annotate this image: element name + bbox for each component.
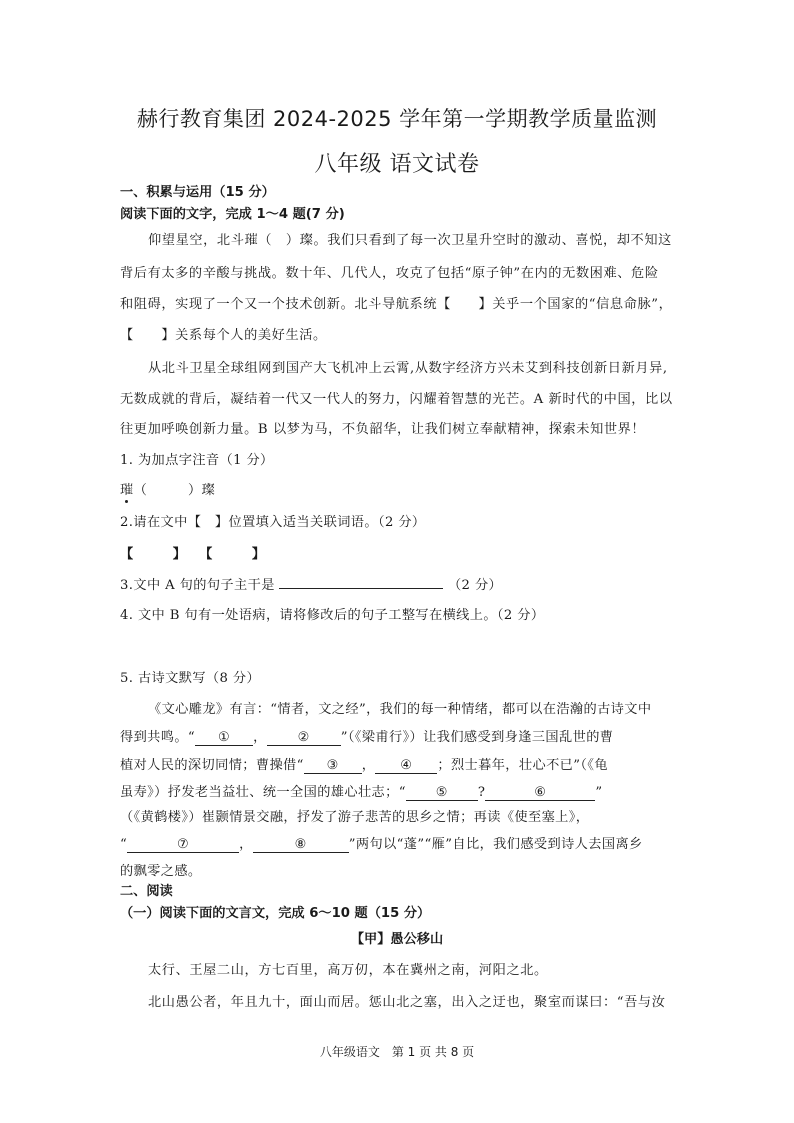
section1-heading: 一、积累与运用（15 分） (120, 185, 275, 200)
passage-line: 往更加呼唤创新力量。B 以梦为马，不负韶华，让我们树立奉献精神，探索未知世界！ (120, 422, 646, 437)
q5-fragment: 虽寿》）抒发老当益壮、统一全国的雄心壮志；“ (120, 785, 406, 800)
q5-text-line (120, 833, 643, 853)
fill-blank-5[interactable]: ⑤ (406, 785, 478, 801)
passage-line: 仰望星空，北斗璀（ ）璨。我们只看到了每一次卫星升空时的激动、喜悦，却不知这 (148, 233, 672, 248)
answer-blank[interactable]: （ ）璨 (133, 483, 216, 498)
passage-line: 无数成就的背后，凝结着一代又一代人的努力，闪耀着智慧的光芒。A 新时代的中国，比以 (120, 392, 673, 407)
article-title: 【甲】愚公移山 (350, 932, 444, 947)
exam-title: 赫行教育集团 2024-2025 学年第一学期教学质量监测 (136, 107, 658, 131)
passage-line: 从北斗卫星全球组网到国产大飞机冲上云霄,从数字经济方兴未艾到科技创新日新月异, (148, 361, 668, 376)
question-3 (120, 573, 502, 593)
fill-blank-4[interactable]: ④ (375, 758, 437, 774)
q5-text-line (120, 781, 603, 801)
q5-fragment: ， (239, 837, 253, 852)
passage-line: 背后有太多的辛酸与挑战。数十年、几代人，攻克了包括“原子钟”在内的无数困难、危险 (120, 266, 659, 281)
fill-blank-2[interactable]: ② (267, 730, 341, 746)
q5-fragment: 得到共鸣。“ (120, 730, 196, 745)
fill-blank-6[interactable]: ⑥ (485, 785, 595, 801)
q5-fragment: 植对人民的深切同情；曹操借“ (120, 758, 304, 773)
article-line: 北山愚公者，年且九十，面山而居。惩山北之塞，出入之迂也，聚室而谋曰：“吾与汝 (148, 995, 666, 1010)
question-4: 4. 文中 B 句有一处语病，请将修改后的句子工整写在横线上。（2 分） (120, 608, 545, 623)
q5-fragment: ， (253, 730, 267, 745)
question-1-answer (120, 479, 215, 498)
section2-subheading: （一）阅读下面的文言文，完成 6～10 题（15 分） (120, 906, 431, 921)
q5-text-line: 《文心雕龙》有言：“情者，文之经”，我们的每一种情绪，都可以在浩瀚的古诗文中 (148, 702, 652, 717)
q5-text-line: 的飘零之感。 (120, 864, 202, 879)
q5-text-line: （《黄鹤楼》）崔颢情景交融，抒发了游子悲苦的思乡之情；再读《使至塞上》， (120, 810, 590, 825)
answer-line[interactable] (279, 573, 443, 589)
q5-fragment: “ (120, 837, 128, 852)
emphasized-char: 璀 (120, 479, 134, 498)
question-3-text: 3.文中 A 句的句子主干是 (120, 578, 275, 593)
question-1: 1. 为加点字注音（1 分） (120, 453, 274, 468)
q5-fragment: ”两句以“蓬”“雁”自比，我们感受到诗人去国离乡 (348, 837, 643, 852)
question-2: 2.请在文中【 】位置填入适当关联词语。（2 分） (120, 515, 426, 530)
fill-blank-1[interactable]: ① (195, 730, 253, 746)
passage-line: 【 】关系每个人的美好生活。 (120, 328, 327, 343)
fill-blank-8[interactable]: ⑧ (253, 837, 349, 853)
section2-heading: 二、阅读 (120, 884, 173, 899)
fill-blank-7[interactable]: ⑦ (127, 837, 239, 853)
passage-line: 和阻碍，实现了一个又一个技术创新。北斗导航系统【 】关乎一个国家的“信息命脉”， (120, 297, 673, 312)
q5-fragment: ；烈士暮年，壮心不已”（《龟 (437, 758, 608, 773)
q5-fragment: ? (477, 785, 486, 800)
article-line: 太行、王屋二山，方七百里，高万仞，本在冀州之南，河阳之北。 (148, 963, 548, 978)
question-3-score: （2 分） (447, 578, 503, 593)
exam-subtitle: 八年级 语文试卷 (314, 152, 480, 177)
q5-text-line (120, 726, 613, 746)
page-footer: 八年级语文 第 1 页 共 8 页 (319, 1045, 475, 1059)
q5-fragment: ， (361, 758, 376, 773)
question-2-blanks[interactable]: 【 】 【 】 (120, 547, 266, 562)
question-5: 5. 古诗文默写（8 分） (120, 671, 261, 686)
q5-fragment: ”（《梁甫行》）让我们感受到身逢三国乱世的曹 (340, 730, 614, 745)
q5-fragment: ” (595, 785, 603, 800)
q5-text-line (120, 754, 608, 774)
fill-blank-3[interactable]: ③ (304, 758, 362, 774)
section1-instruction: 阅读下面的文字，完成 1～4 题(7 分) (120, 207, 345, 222)
